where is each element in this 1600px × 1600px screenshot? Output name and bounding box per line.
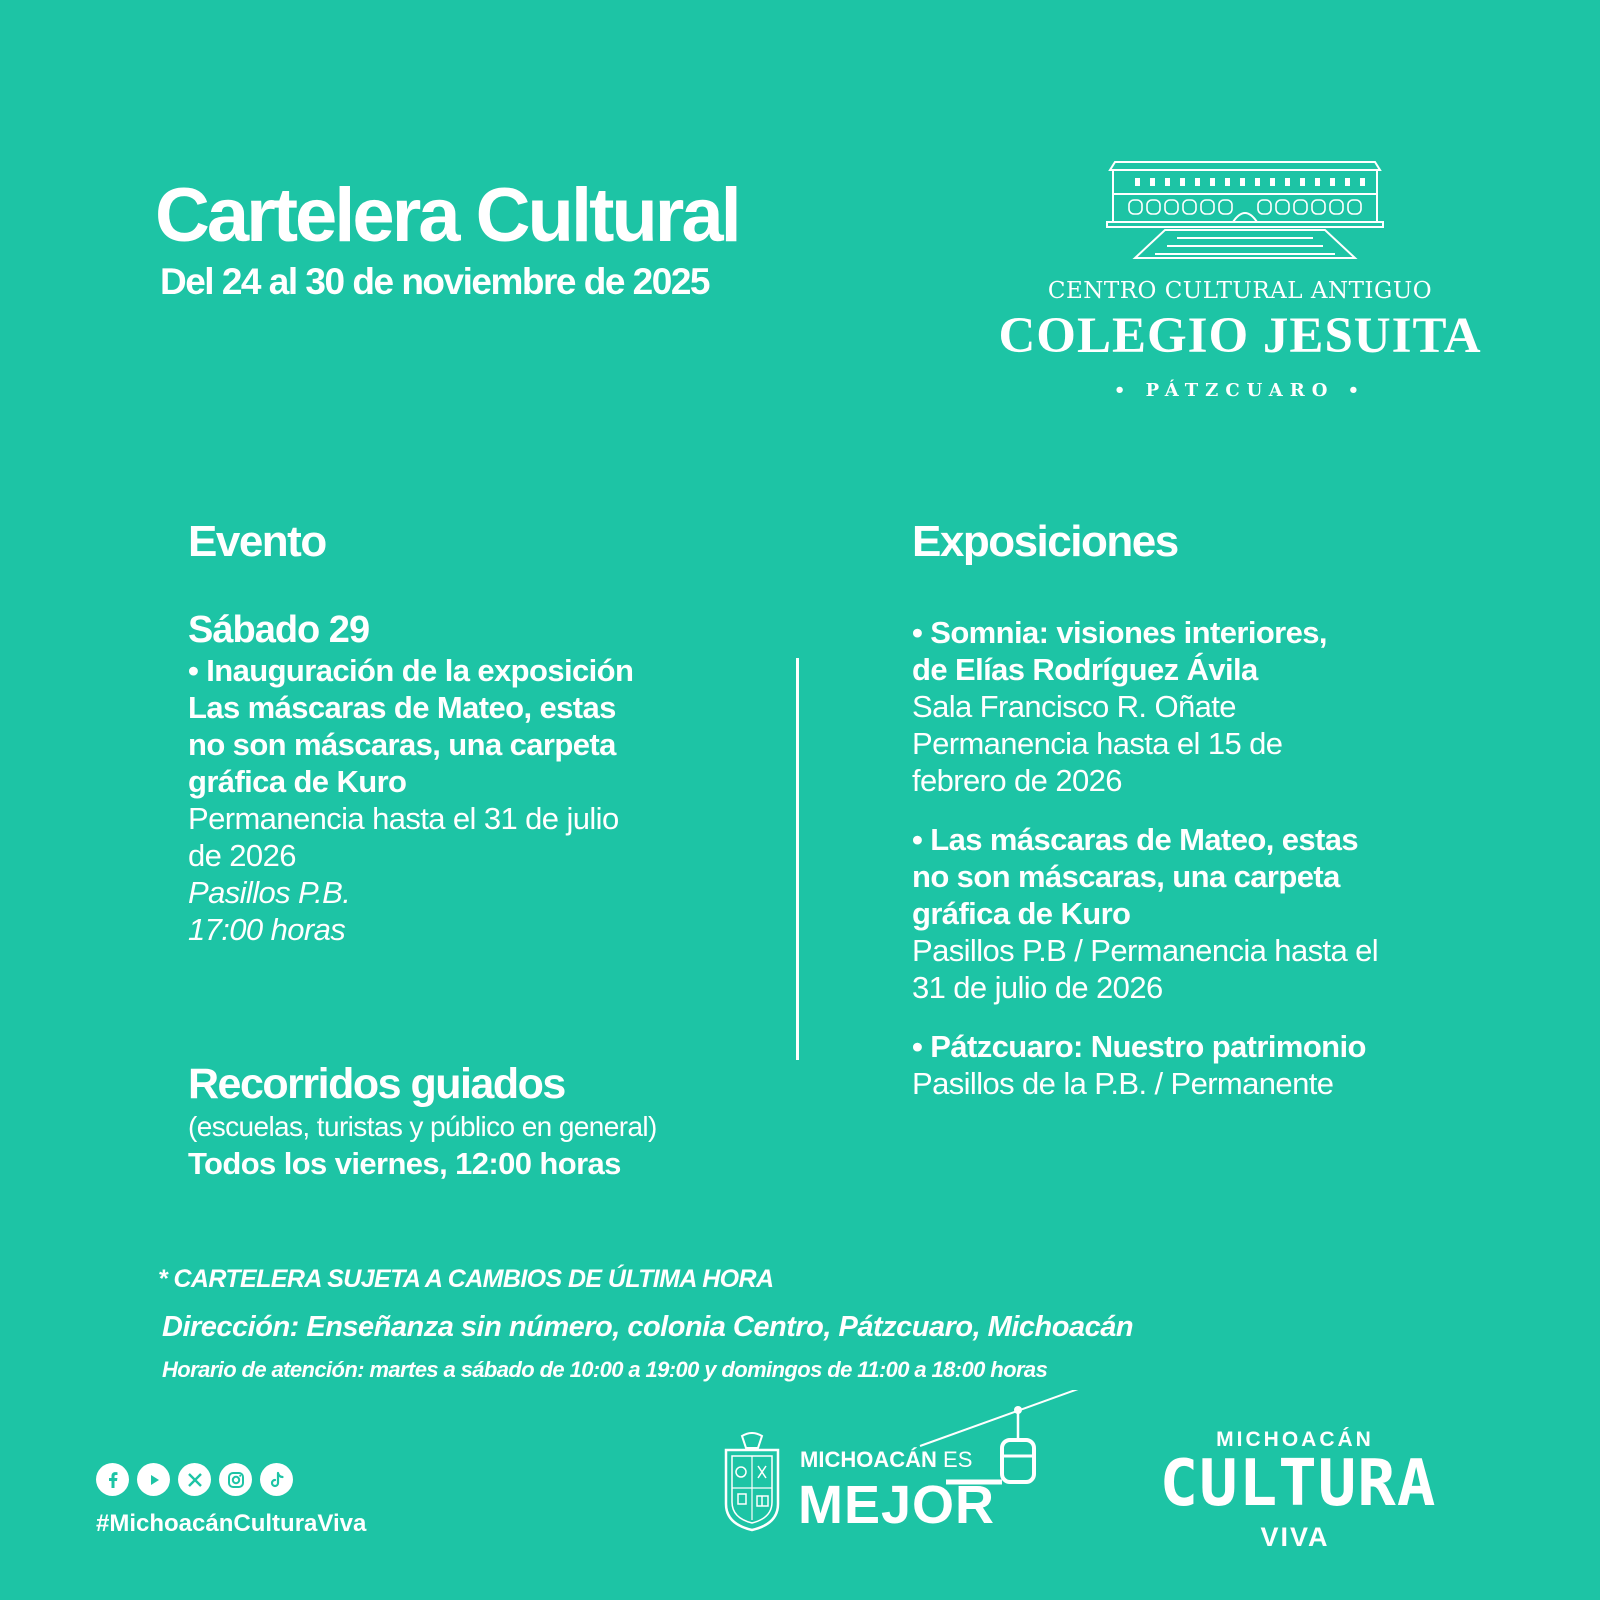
exposiciones-section bbox=[912, 517, 1472, 1124]
hashtag: #MichoacánCulturaViva bbox=[96, 1510, 367, 1537]
exposicion-item bbox=[912, 1028, 1472, 1102]
evento-section bbox=[188, 517, 748, 948]
exposicion-title-line: • Las máscaras de Mateo, estas bbox=[912, 822, 1359, 857]
exposicion-item bbox=[912, 821, 1472, 1006]
tours-title: Recorridos guiados bbox=[188, 1060, 565, 1108]
exposiciones-heading: Exposiciones bbox=[912, 517, 1178, 566]
exposicion-detail-line: Sala Francisco R. Oñate bbox=[912, 689, 1236, 724]
event-title-line: gráfica de Kuro bbox=[188, 763, 407, 799]
date-range: Del 24 al 30 de noviembre de 2025 bbox=[160, 261, 709, 302]
exposicion-detail-line: Permanencia hasta el 15 de bbox=[912, 726, 1283, 761]
exposicion-detail-line: Pasillos de la P.B. / Permanente bbox=[912, 1066, 1334, 1101]
tours-time: Todos los viernes, 12:00 horas bbox=[188, 1146, 621, 1181]
event-detail bbox=[188, 800, 748, 874]
exposicion-title bbox=[912, 821, 1472, 932]
exposicion-item bbox=[912, 614, 1472, 799]
schedule-notice: * CARTELERA SUJETA A CAMBIOS DE ÚLTIMA HORA bbox=[158, 1265, 774, 1293]
exposicion-detail bbox=[912, 688, 1472, 799]
event-title-line: no son máscaras, una carpeta bbox=[188, 726, 616, 762]
x-icon[interactable] bbox=[178, 1463, 211, 1496]
tiktok-icon[interactable] bbox=[260, 1463, 293, 1496]
logo-line-3: • PÁTZCUARO • bbox=[1113, 380, 1367, 401]
culture-brand-main: CULTURA bbox=[1159, 1447, 1437, 1521]
exposicion-detail-line: febrero de 2026 bbox=[912, 763, 1122, 798]
gov-brand-es: ES bbox=[943, 1447, 973, 1472]
culture-brand-top: MICHOACÁN bbox=[1216, 1428, 1374, 1451]
event-time: 17:00 horas bbox=[188, 911, 346, 947]
tours-note: (escuelas, turistas y público en general) bbox=[188, 1111, 657, 1142]
exposicion-title-line: no son máscaras, una carpeta bbox=[912, 859, 1340, 894]
youtube-icon[interactable] bbox=[137, 1463, 170, 1496]
logo-line-2: COLEGIO JESUITA bbox=[998, 308, 1482, 364]
exposicion-title-line: • Somnia: visiones interiores, bbox=[912, 615, 1327, 650]
event-title-line: Las máscaras de Mateo, estas bbox=[188, 689, 616, 725]
column-divider bbox=[796, 658, 799, 1060]
exposicion-detail-line: 31 de julio de 2026 bbox=[912, 970, 1163, 1005]
event-place: Pasillos P.B. bbox=[188, 874, 351, 910]
culture-brand-bottom: VIVA bbox=[1260, 1522, 1330, 1552]
exposicion-title-line: de Elías Rodríguez Ávila bbox=[912, 652, 1258, 687]
address: Dirección: Enseñanza sin número, colonia Centro, Pátzcuaro, Michoacán bbox=[162, 1311, 1134, 1343]
exposicion-title-line: gráfica de Kuro bbox=[912, 896, 1131, 931]
event-detail-line: de 2026 bbox=[188, 837, 296, 873]
evento-heading: Evento bbox=[188, 517, 326, 566]
tours-section bbox=[188, 1060, 788, 1184]
exposicion-detail-line: Pasillos P.B / Permanencia hasta el bbox=[912, 933, 1379, 968]
gov-brand-word: MEJOR bbox=[798, 1475, 996, 1535]
exposicion-detail bbox=[912, 932, 1472, 1006]
building-icon bbox=[1105, 158, 1385, 263]
instagram-icon[interactable] bbox=[219, 1463, 252, 1496]
event-detail-line: Permanencia hasta el 31 de julio bbox=[188, 800, 619, 836]
page-title: Cartelera Cultural bbox=[155, 173, 739, 258]
gov-brand-state: MICHOACÁN bbox=[800, 1447, 937, 1472]
event-title-line: • Inauguración de la exposición bbox=[188, 652, 634, 688]
coat-of-arms-icon bbox=[720, 1432, 784, 1532]
opening-hours: Horario de atención: martes a sábado de 10:00 a 19:00 y domingos de 11:00 a 18:00 horas bbox=[162, 1357, 1048, 1382]
logo-line-1: CENTRO CULTURAL ANTIGUO bbox=[1047, 278, 1433, 304]
facebook-icon[interactable] bbox=[96, 1463, 129, 1496]
event-day: Sábado 29 bbox=[188, 609, 370, 651]
exposicion-title bbox=[912, 1028, 1472, 1065]
event-title bbox=[188, 652, 748, 800]
exposicion-detail bbox=[912, 1065, 1472, 1102]
exposicion-title bbox=[912, 614, 1472, 688]
exposicion-title-line: • Pátzcuaro: Nuestro patrimonio bbox=[912, 1029, 1366, 1064]
social-links bbox=[96, 1463, 293, 1496]
exposiciones-list bbox=[912, 614, 1472, 1102]
